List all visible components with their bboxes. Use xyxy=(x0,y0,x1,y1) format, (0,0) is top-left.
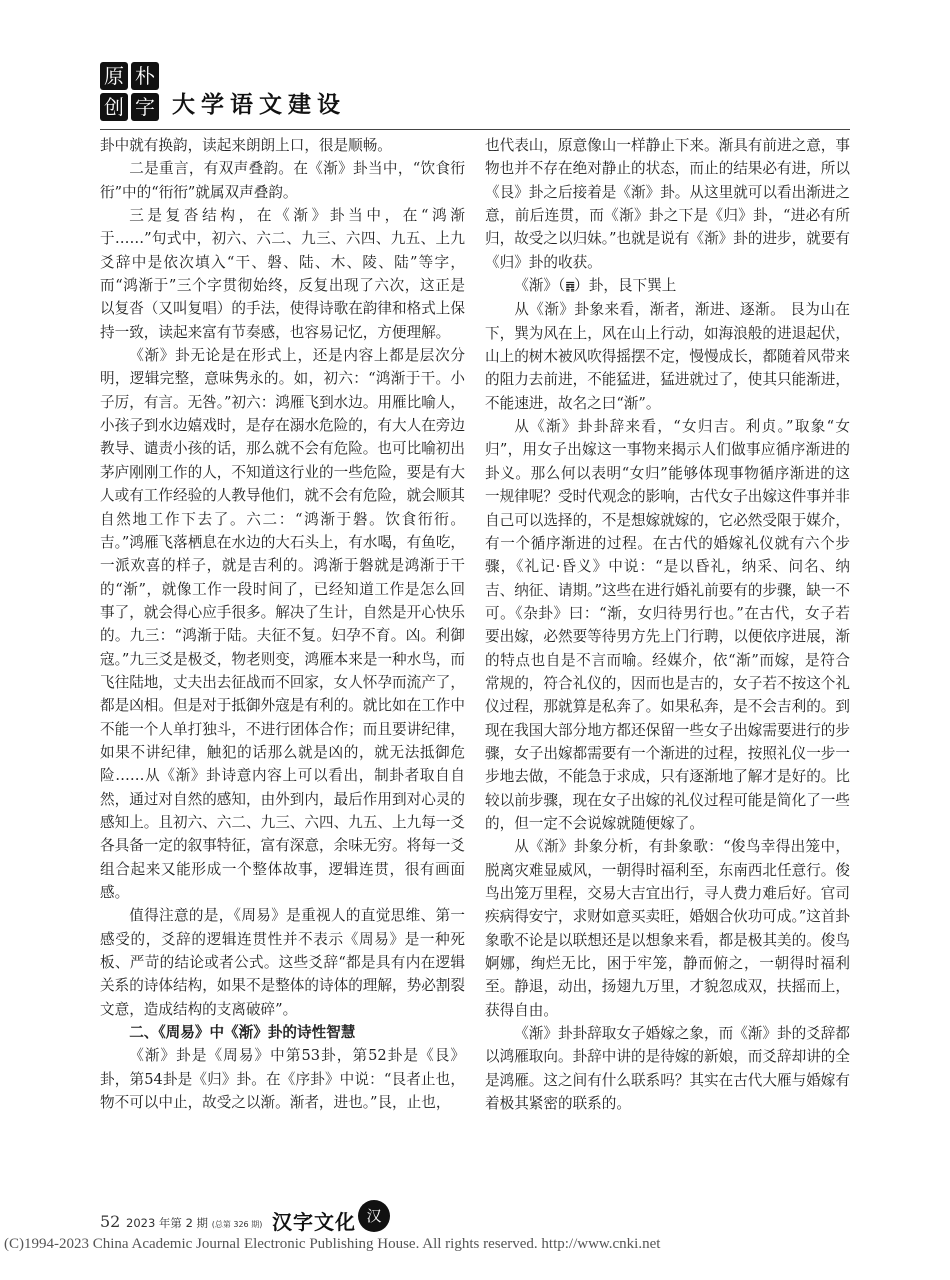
logo-cell: 字 xyxy=(131,93,159,121)
left-column xyxy=(100,134,465,1114)
section-heading: 二、《周易》中《渐》卦的诗性智慧 xyxy=(129,1024,356,1042)
logo-cell: 原 xyxy=(100,62,128,90)
paragraph: 《渐》卦无论是在形式上，还是内容上都是层次分明，逻辑完整，意味隽永的。如，初六：“鸿渐于干。小子厉，有言。无咎。”初六：鸿雁飞到水边。用雁比喻人，小孩子到水边嬉戏时，是存在溺水危险的，有大人在旁边教导、谴责小孩的话，那么就不会有危险。也可比喻初出茅庐刚刚工作的人，不知道这行业的一些危险，要是有大人或有工作经验的人教导他们，就不会有危险，就会顺其自然地工作下去了。六二：“鸿渐于磐。饮食衎衎。吉。”鸿雁飞落栖息在水边的大石头上，有水喝，有鱼吃，一派欢喜的样子，就是吉利的。鸿渐于磐就是鸿渐于干的“渐”，就像工作一段时间了，已经知道工作是怎么回事了，就会得心应手很多。解决了生计，自然是开心快乐的。九三：“鸿渐于陆。夫征不复。妇孕不育。凶。利御寇。”九三爻是极爻，物老则变，鸿雁本来是一种水鸟，而飞往陆地，丈夫出去征战而不回家，女人怀孕而流产了，都是凶相。但是对于抵御外寇是有利的。就比如在工作中不能一个人单打独斗，不进行团体合作；而且要讲纪律，如果不讲纪律，触犯的话那么就是凶的，就无法抵御危险……从《渐》卦诗意内容上可以看出，制卦者取自自然，通过对自然的感知，由外到内，最后作用到对心灵的感知上。且初六、六二、九三、六四、九五、上九每一爻各具备一定的叙事特征，富有深意，余味无穷。将每一爻组合起来又能形成一个整体故事，逻辑连贯，很有画面感。 xyxy=(100,347,466,901)
paragraph: 从《渐》卦卦辞来看，“女归吉。利贞。”取象“女归”，用女子出嫁这一事物来揭示人们做事应循序渐进的卦义。那么何以表明“女归”能够体现事物循序渐进的这一规律呢？受时代观念的影响，古代女子出嫁这件事并非自己可以选择的，不是想嫁就嫁的，它必然受限于媒介，有一个循序渐进的过程。在古代的婚嫁礼仪就有六个步骤，《礼记·昏义》中说：“是以昏礼，纳采、问名、纳吉、纳征、请期。”这些在进行婚礼前要有的步骤，缺一不可。《杂卦》曰：“渐，女归待男行也。”在古代，女子若要出嫁，必然要等待男方先上门行聘，以便依序进展，渐的特点也自是不言而喻。经媒介，依“渐”而嫁，是符合常规的，符合礼仪的，因而也是吉的，女子若不按这个礼仪过程，那就算是私奔了。如果私奔，是不会吉利的。到现在我国大部分地方都还保留一些女子出嫁需要进行的步骤，女子出嫁都需要有一个渐进的过程，按照礼仪一步一步地去做，不能急于求成，只有逐渐地了解才是好的。比较以前步骤，现在女子出嫁的礼仪过程可能是简化了一些的，但一定不会说嫁就随便嫁了。 xyxy=(485,418,851,832)
paragraph: 从《渐》卦象来看，渐者，渐进、逐渐。 艮为山在下，巽为风在上，风在山上行动，如海浪般的进退起伏，山上的树木被风吹得摇摆不定，慢慢成长，都随着风带来的阻力去前进，不能猛进，猛进就过了，使其只能渐进，不能速进，故名之曰“渐”。 xyxy=(485,301,850,412)
right-column xyxy=(485,134,850,1115)
journal-brand: 汉字文化 xyxy=(272,1210,356,1234)
paragraph: 也代表山，原意像山一样静止下来。渐具有前进之意，事物也并不存在绝对静止的状态，而止的结果必有进，所以《艮》卦之后接着是《渐》卦。从这里就可以看出渐进之意，前后连贯，而《渐》卦之下是《归》卦，“进必有所归，故受之以归妹。”也就是说有《渐》卦的进步，就要有《归》卦的收获。 xyxy=(485,137,851,271)
column-logo xyxy=(100,62,160,122)
page-number: 52 xyxy=(100,1212,121,1231)
journal-seal-icon: 汉 xyxy=(358,1200,390,1232)
paragraph: 卦中就有换韵，读起来朗朗上口，很是顺畅。 xyxy=(100,137,392,154)
paragraph: 《渐》卦卦辞取女子婚嫁之象，而《渐》卦的爻辞都以鸿雁取向。卦辞中讲的是待嫁的新娘，而爻辞却讲的全是鸿雁。这之间有什么联系吗？其实在古代大雁与婚嫁有着极其紧密的联系的。 xyxy=(485,1025,850,1113)
paragraph: 二是重言，有双声叠韵。在《渐》卦当中，“饮食衎衎”中的“衎衎”就属双声叠韵。 xyxy=(100,160,465,201)
logo-cell: 朴 xyxy=(131,62,159,90)
paragraph: 从《渐》卦象分析，有卦象歌：“俊鸟幸得出笼中，脱离灾难显威风，一朝得时福利至，东南西北任意行。俊鸟出笼万里程，交易大吉宜出行，寻人费力难后好。官司疾病得安宁，求财如意买卖旺，婚姻合伙功可成。”这首卦象歌不论是以联想还是以想象来看，都是极其美的。俊鸟婀娜，绚烂无比，困于牢笼，静而俯之，一朝得时福利至。静退，动出，扬翅九万里，才貌忽成双，扶摇而上，获得自由。 xyxy=(485,838,851,1019)
paragraph: 三是复沓结构，在《渐》卦当中，在“鸿渐于……”句式中，初六、六二、九三、六四、九五、上九爻辞中是依次填入“干、磐、陆、木、陵、陆”等字，而“鸿渐于”三个字贯彻始终，反复出现了六次，这正是以复沓（又叫复唱）的手法，使得诗歌在韵律和格式上保持一致，读起来富有节奏感，也容易记忆，方便理解。 xyxy=(100,207,465,341)
logo-cell: 创 xyxy=(100,93,128,121)
paragraph: 值得注意的是，《周易》是重视人的直觉思维、第一感受的，爻辞的逻辑连贯性并不表示《周易》是一种死板、严苛的结论或者公式。这些爻辞“都是具有内在逻辑关系的诗体结构，如果不是整体的诗体的理解，势必割裂文意，造成结构的支离破碎”。 xyxy=(100,907,465,1018)
copyright-notice: (C)1994-2023 China Academic Journal Electronic Publishing House. All rights reserved. http://www.cnki.net xyxy=(4,1236,661,1252)
header-divider xyxy=(100,129,850,130)
page-footer xyxy=(100,1206,500,1236)
column-title: 大学语文建设 xyxy=(172,91,346,118)
paragraph: 《渐》卦是《周易》中第53卦，第52卦是《艮》卦，第54卦是《归》卦。在《序卦》中说：“艮者止也，物不可以中止，故受之以渐。渐者，进也。”艮，止也， xyxy=(100,1047,465,1112)
hexagram-icon: ䷴ xyxy=(565,280,575,294)
hexagram-line: 《渐》（䷴）卦，艮下巽上 xyxy=(485,274,850,298)
page-header xyxy=(100,62,860,132)
issue-info: 2023 年第 2 期 (总第 326 期) xyxy=(126,1216,263,1230)
